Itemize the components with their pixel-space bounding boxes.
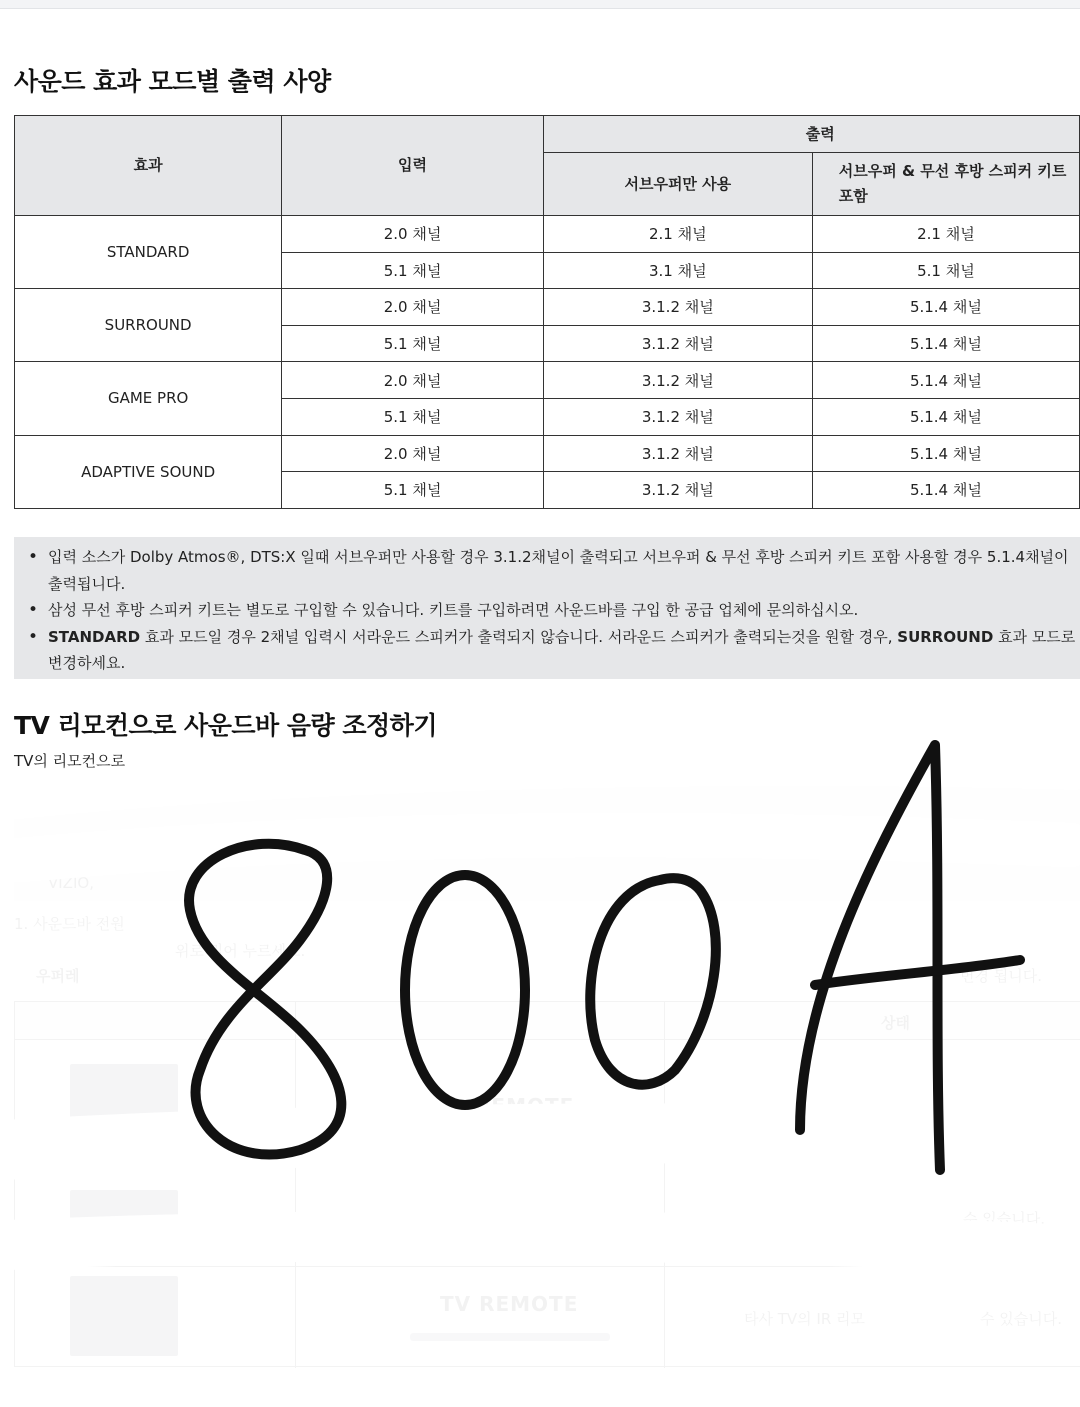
rear-cell: 5.1 채널 <box>812 252 1079 289</box>
rear-cell: 5.1.4 채널 <box>812 472 1079 509</box>
input-cell: 2.0 채널 <box>282 289 544 326</box>
sub-cell: 3.1 채널 <box>543 252 812 289</box>
input-cell: 2.0 채널 <box>282 435 544 472</box>
input-cell: 5.1 채널 <box>282 252 544 289</box>
sub-cell: 3.1.2 채널 <box>543 362 812 399</box>
rear-cell: 5.1.4 채널 <box>812 398 1079 435</box>
sub-cell: 3.1.2 채널 <box>543 398 812 435</box>
rear-cell: 2.1 채널 <box>812 216 1079 253</box>
note-text: 효과 모드로 변경하세요. <box>48 627 1076 672</box>
redaction-scribble <box>0 742 1080 1395</box>
sub-cell: 3.1.2 채널 <box>543 325 812 362</box>
sub-cell: 3.1.2 채널 <box>543 472 812 509</box>
effect-cell: GAME PRO <box>15 362 282 435</box>
note-bold-standard: STANDARD <box>48 627 141 646</box>
note-item: • 입력 소스가 Dolby Atmos®, DTS:X 일때 서브우퍼만 사용할 경우 3.1.2채널이 출력되고 서브우퍼 & 무선 후방 스피커 키트 포함 사용할 경우 5.1.4채널이 출력됩니다. <box>26 544 1080 597</box>
header-input: 입력 <box>282 116 544 216</box>
rear-cell: 5.1.4 채널 <box>812 325 1079 362</box>
sub-cell: 3.1.2 채널 <box>543 289 812 326</box>
header-sub-only: 서브우퍼만 사용 <box>543 153 812 216</box>
note-bold-surround: SURROUND <box>897 627 994 646</box>
input-cell: 5.1 채널 <box>282 472 544 509</box>
intro-text: TV의 리모컨으로 <box>14 752 126 770</box>
input-cell: 2.0 채널 <box>282 216 544 253</box>
effect-cell: ADAPTIVE SOUND <box>15 435 282 508</box>
rear-cell: 5.1.4 채널 <box>812 289 1079 326</box>
input-cell: 5.1 채널 <box>282 325 544 362</box>
input-cell: 2.0 채널 <box>282 362 544 399</box>
note-item: • 삼성 무선 후방 스피커 키트는 별도로 구입할 수 있습니다. 키트를 구입하려면 사운드바를 구입 한 공급 업체에 문의하십시오. <box>26 597 1080 624</box>
note-text: 효과 모드일 경우 2채널 입력시 서라운드 스피커가 출력되지 않습니다. 서라운드 스피커가 출력되는것을 원할 경우, <box>140 627 898 646</box>
header-output: 출력 <box>543 116 1079 153</box>
input-cell: 5.1 채널 <box>282 398 544 435</box>
effect-cell: SURROUND <box>15 289 282 362</box>
rear-cell: 5.1.4 채널 <box>812 435 1079 472</box>
section-title: TV 리모컨으로 사운드바 음량 조정하기 <box>14 711 437 740</box>
rear-cell: 5.1.4 채널 <box>812 362 1079 399</box>
effect-cell: STANDARD <box>15 216 282 289</box>
sub-cell: 2.1 채널 <box>543 216 812 253</box>
header-effect: 효과 <box>15 116 282 216</box>
section-title: 사운드 효과 모드별 출력 사양 <box>14 67 331 96</box>
header-sub-rear-text: 서브우퍼 & 무선 후방 스피커 키트 포함 <box>838 162 1067 205</box>
sub-cell: 3.1.2 채널 <box>543 435 812 472</box>
